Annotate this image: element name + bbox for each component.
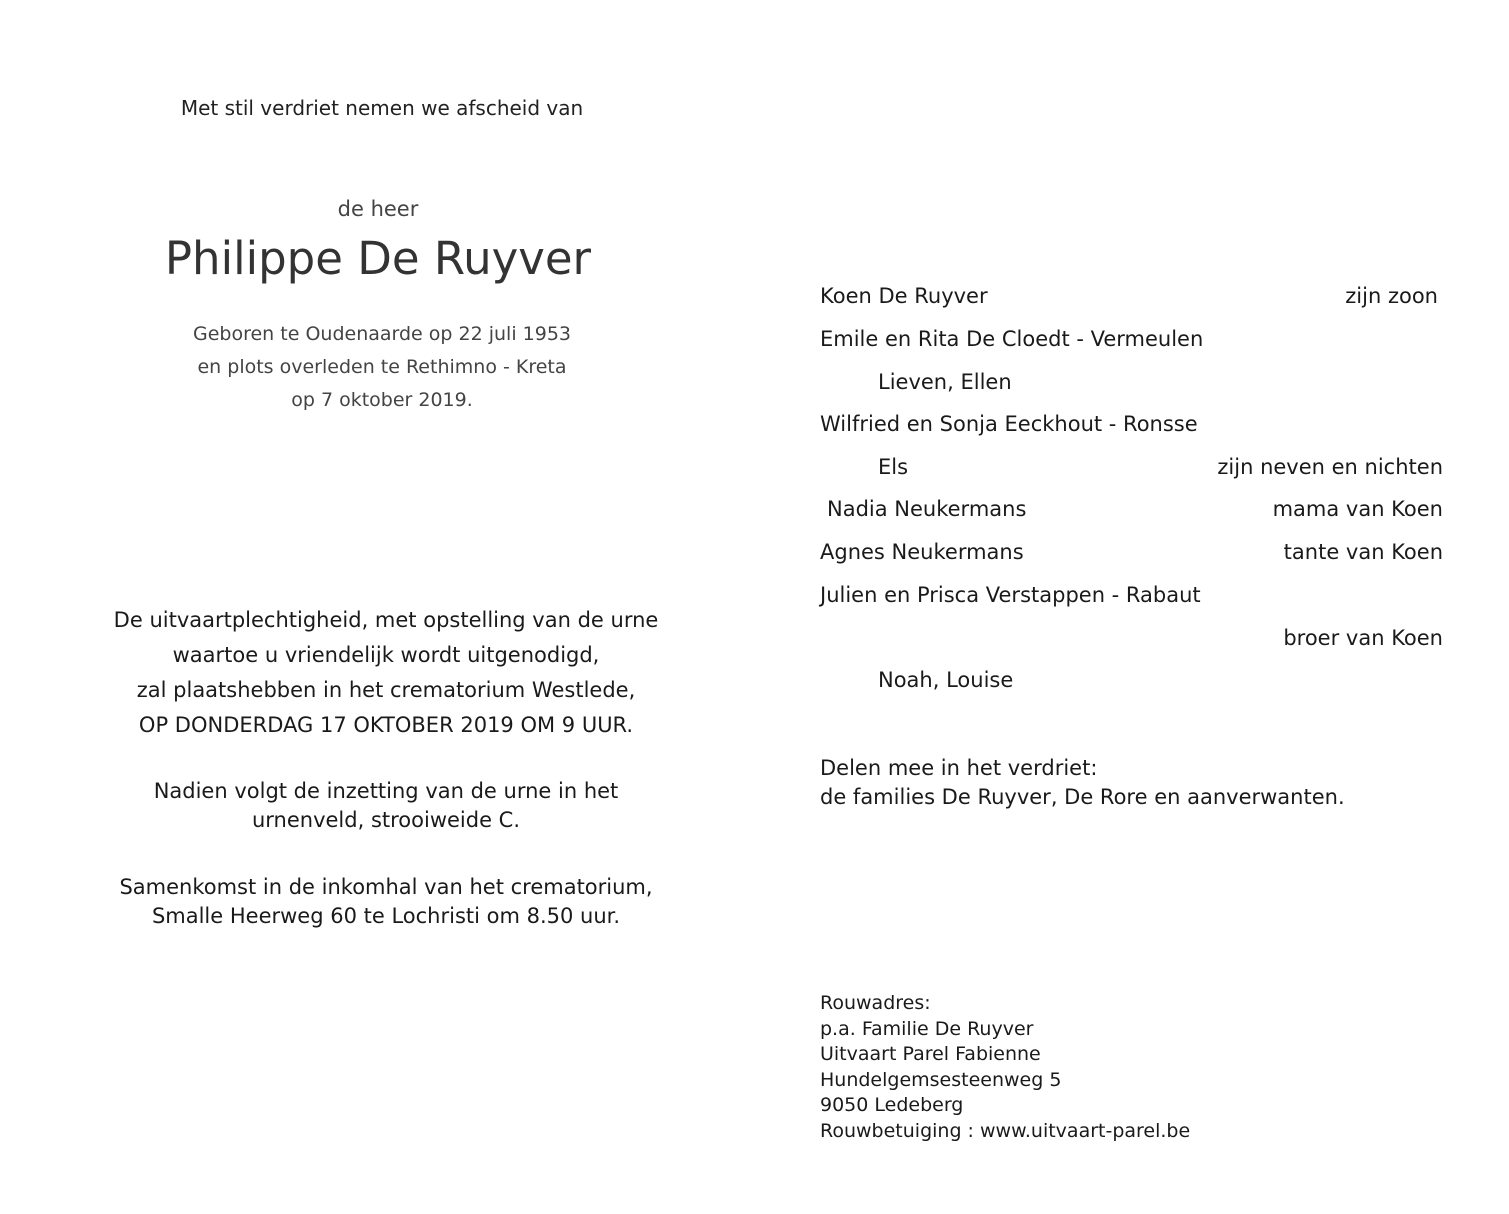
family-row [820, 412, 1443, 442]
sharing-line: de families De Ruyver, De Rore en aanverwanten. [820, 785, 1345, 809]
birth-line: Geboren te Oudenaarde op 22 juli 1953 [193, 323, 571, 345]
condolence-website: Rouwbetuiging : www.uitvaart-parel.be [820, 1119, 1191, 1142]
ceremony-date-line: OP DONDERDAG 17 OKTOBER 2019 OM 9 UUR. [138, 713, 634, 737]
address-block [820, 991, 1190, 1145]
intro-text: Met stil verdriet nemen we afscheid van [180, 96, 584, 120]
gathering-line: Samenkomst in de inkomhal van het crematorium, [119, 875, 653, 899]
gathering-block [40, 873, 732, 931]
family-name: Lieven, Ellen [878, 370, 1012, 394]
family-row [820, 626, 1443, 656]
family-row [820, 455, 1443, 485]
address-line: p.a. Familie De Ruyver [820, 1017, 1034, 1040]
address-line: 9050 Ledeberg [820, 1094, 964, 1117]
ceremony-line: waartoe u vriendelijk wordt uitgenodigd, [172, 643, 600, 667]
family-name: Agnes Neukermans [820, 540, 1024, 564]
family-name: Wilfried en Sonja Eeckhout - Ronsse [820, 412, 1198, 436]
birth-death-block [130, 318, 634, 417]
ceremony-line: De uitvaartplechtigheid, met opstelling van de urne [113, 608, 659, 632]
ceremony-line: zal plaatshebben in het crematorium Westlede, [136, 678, 636, 702]
sharing-line: Delen mee in het verdriet: [820, 756, 1098, 780]
family-name: Julien en Prisca Verstappen - Rabaut [820, 583, 1201, 607]
address-heading: Rouwadres: [820, 992, 931, 1014]
honorific: de heer [337, 197, 419, 221]
ceremony-block [40, 603, 732, 743]
death-place-line: en plots overleden te Rethimno - Kreta [197, 356, 567, 378]
family-relation: broer van Koen [1283, 626, 1443, 650]
family-relation: mama van Koen [1272, 497, 1443, 521]
deceased-name: Philippe De Ruyver [164, 232, 592, 285]
family-row [820, 583, 1443, 613]
sharing-block [820, 754, 1345, 812]
urn-block [40, 777, 732, 835]
family-row [820, 370, 1443, 400]
family-name: Koen De Ruyver [820, 284, 988, 308]
family-name: Nadia Neukermans [827, 497, 1027, 521]
family-relation: zijn neven en nichten [1217, 455, 1443, 479]
family-row [820, 497, 1443, 527]
family-row [820, 540, 1443, 570]
urn-line: Nadien volgt de inzetting van de urne in het [153, 779, 619, 803]
family-row [820, 284, 1443, 314]
address-line: Hundelgemsesteenweg 5 [820, 1068, 1062, 1091]
family-name: Emile en Rita De Cloedt - Vermeulen [820, 327, 1204, 351]
gathering-line: Smalle Heerweg 60 te Lochristi om 8.50 uur. [151, 904, 621, 928]
family-row [820, 327, 1443, 357]
family-name: Els [878, 455, 909, 479]
family-relation: zijn zoon [1345, 284, 1438, 308]
family-relation: tante van Koen [1283, 540, 1443, 564]
death-date-line: op 7 oktober 2019. [291, 389, 473, 411]
address-line: Uitvaart Parel Fabienne [820, 1043, 1041, 1066]
family-name: Noah, Louise [878, 668, 1014, 692]
family-row [820, 668, 1443, 698]
urn-line: urnenveld, strooiweide C. [251, 808, 521, 832]
